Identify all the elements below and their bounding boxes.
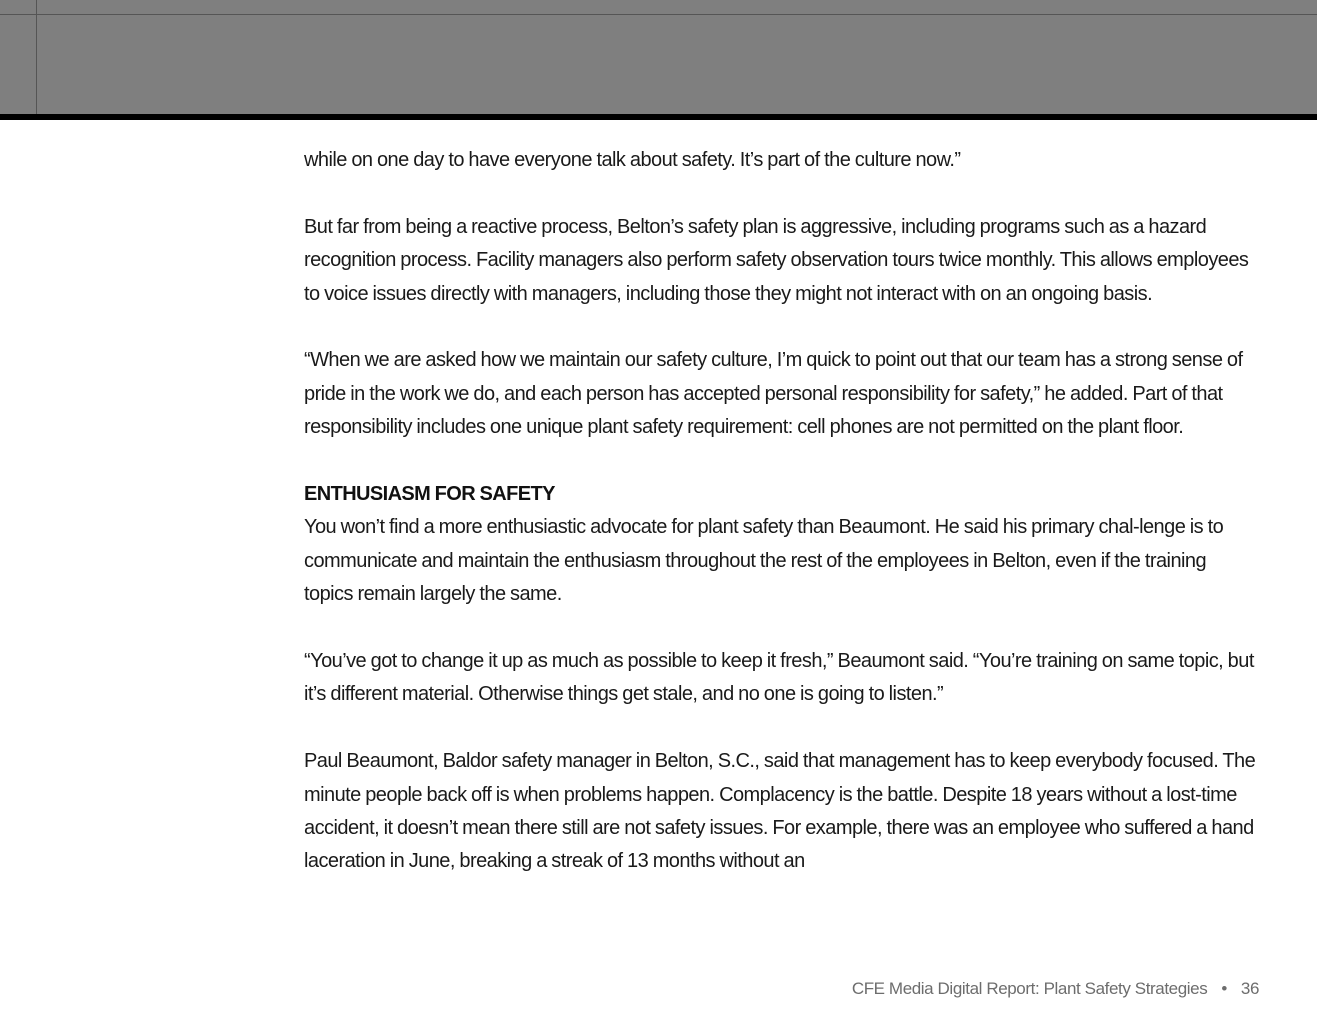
header-band	[0, 0, 1317, 114]
article-paragraph: “You’ve got to change it up as much as possible to keep it fresh,” Beaumont said. “You’re training on same topic, but it’s different material. Otherwise things get stale, and no one is going to listen.”	[304, 650, 1254, 706]
page-footer	[852, 979, 1259, 999]
footer-publication: CFE Media Digital Report: Plant Safety Strategies	[851, 979, 1208, 998]
article-paragraph: while on one day to have everyone talk about safety. It’s part of the culture now.”	[304, 149, 961, 171]
article-paragraph: Paul Beaumont, Baldor safety manager in Belton, S.C., said that management has to keep everybody focused. The minute people back off is when problems happen. Complacency is the battle. Despite 18 years without a lost-time accident, it doesn’t mean there still are not safety issues. For example, there was an employee who suffered a hand laceration in June, breaking a streak of 13 months without an	[304, 750, 1256, 873]
footer-separator: •	[1221, 979, 1227, 998]
section-heading: ENTHUSIASM FOR SAFETY	[304, 483, 555, 506]
page-number: 36	[1240, 979, 1259, 998]
article-paragraph: But far from being a reactive process, Belton’s safety plan is aggressive, including programs such as a hazard recognition process. Facility managers also perform safety observation tours twice monthly. This allows employees to voice issues directly with managers, including those they might not interact with on an ongoing basis.	[304, 215, 1249, 305]
header-divider-vertical	[36, 0, 37, 114]
article-paragraph: You won’t find a more enthusiastic advocate for plant safety than Beaumont. He said his primary chal-lenge is to communicate and maintain the enthusiasm throughout the rest of the employees in Belton, even if the training topics remain largely the same.	[304, 516, 1224, 606]
article-body	[304, 144, 1256, 912]
header-divider-horizontal	[0, 14, 1317, 15]
article-paragraph: “When we are asked how we maintain our safety culture, I’m quick to point out that our team has a strong sense of pride in the work we do, and each person has accepted personal responsibility for safety,” he added. Part of that responsibility includes one unique plant safety requirement: cell phones are not permitted on the plant floor.	[304, 349, 1243, 439]
header-rule	[0, 114, 1317, 120]
